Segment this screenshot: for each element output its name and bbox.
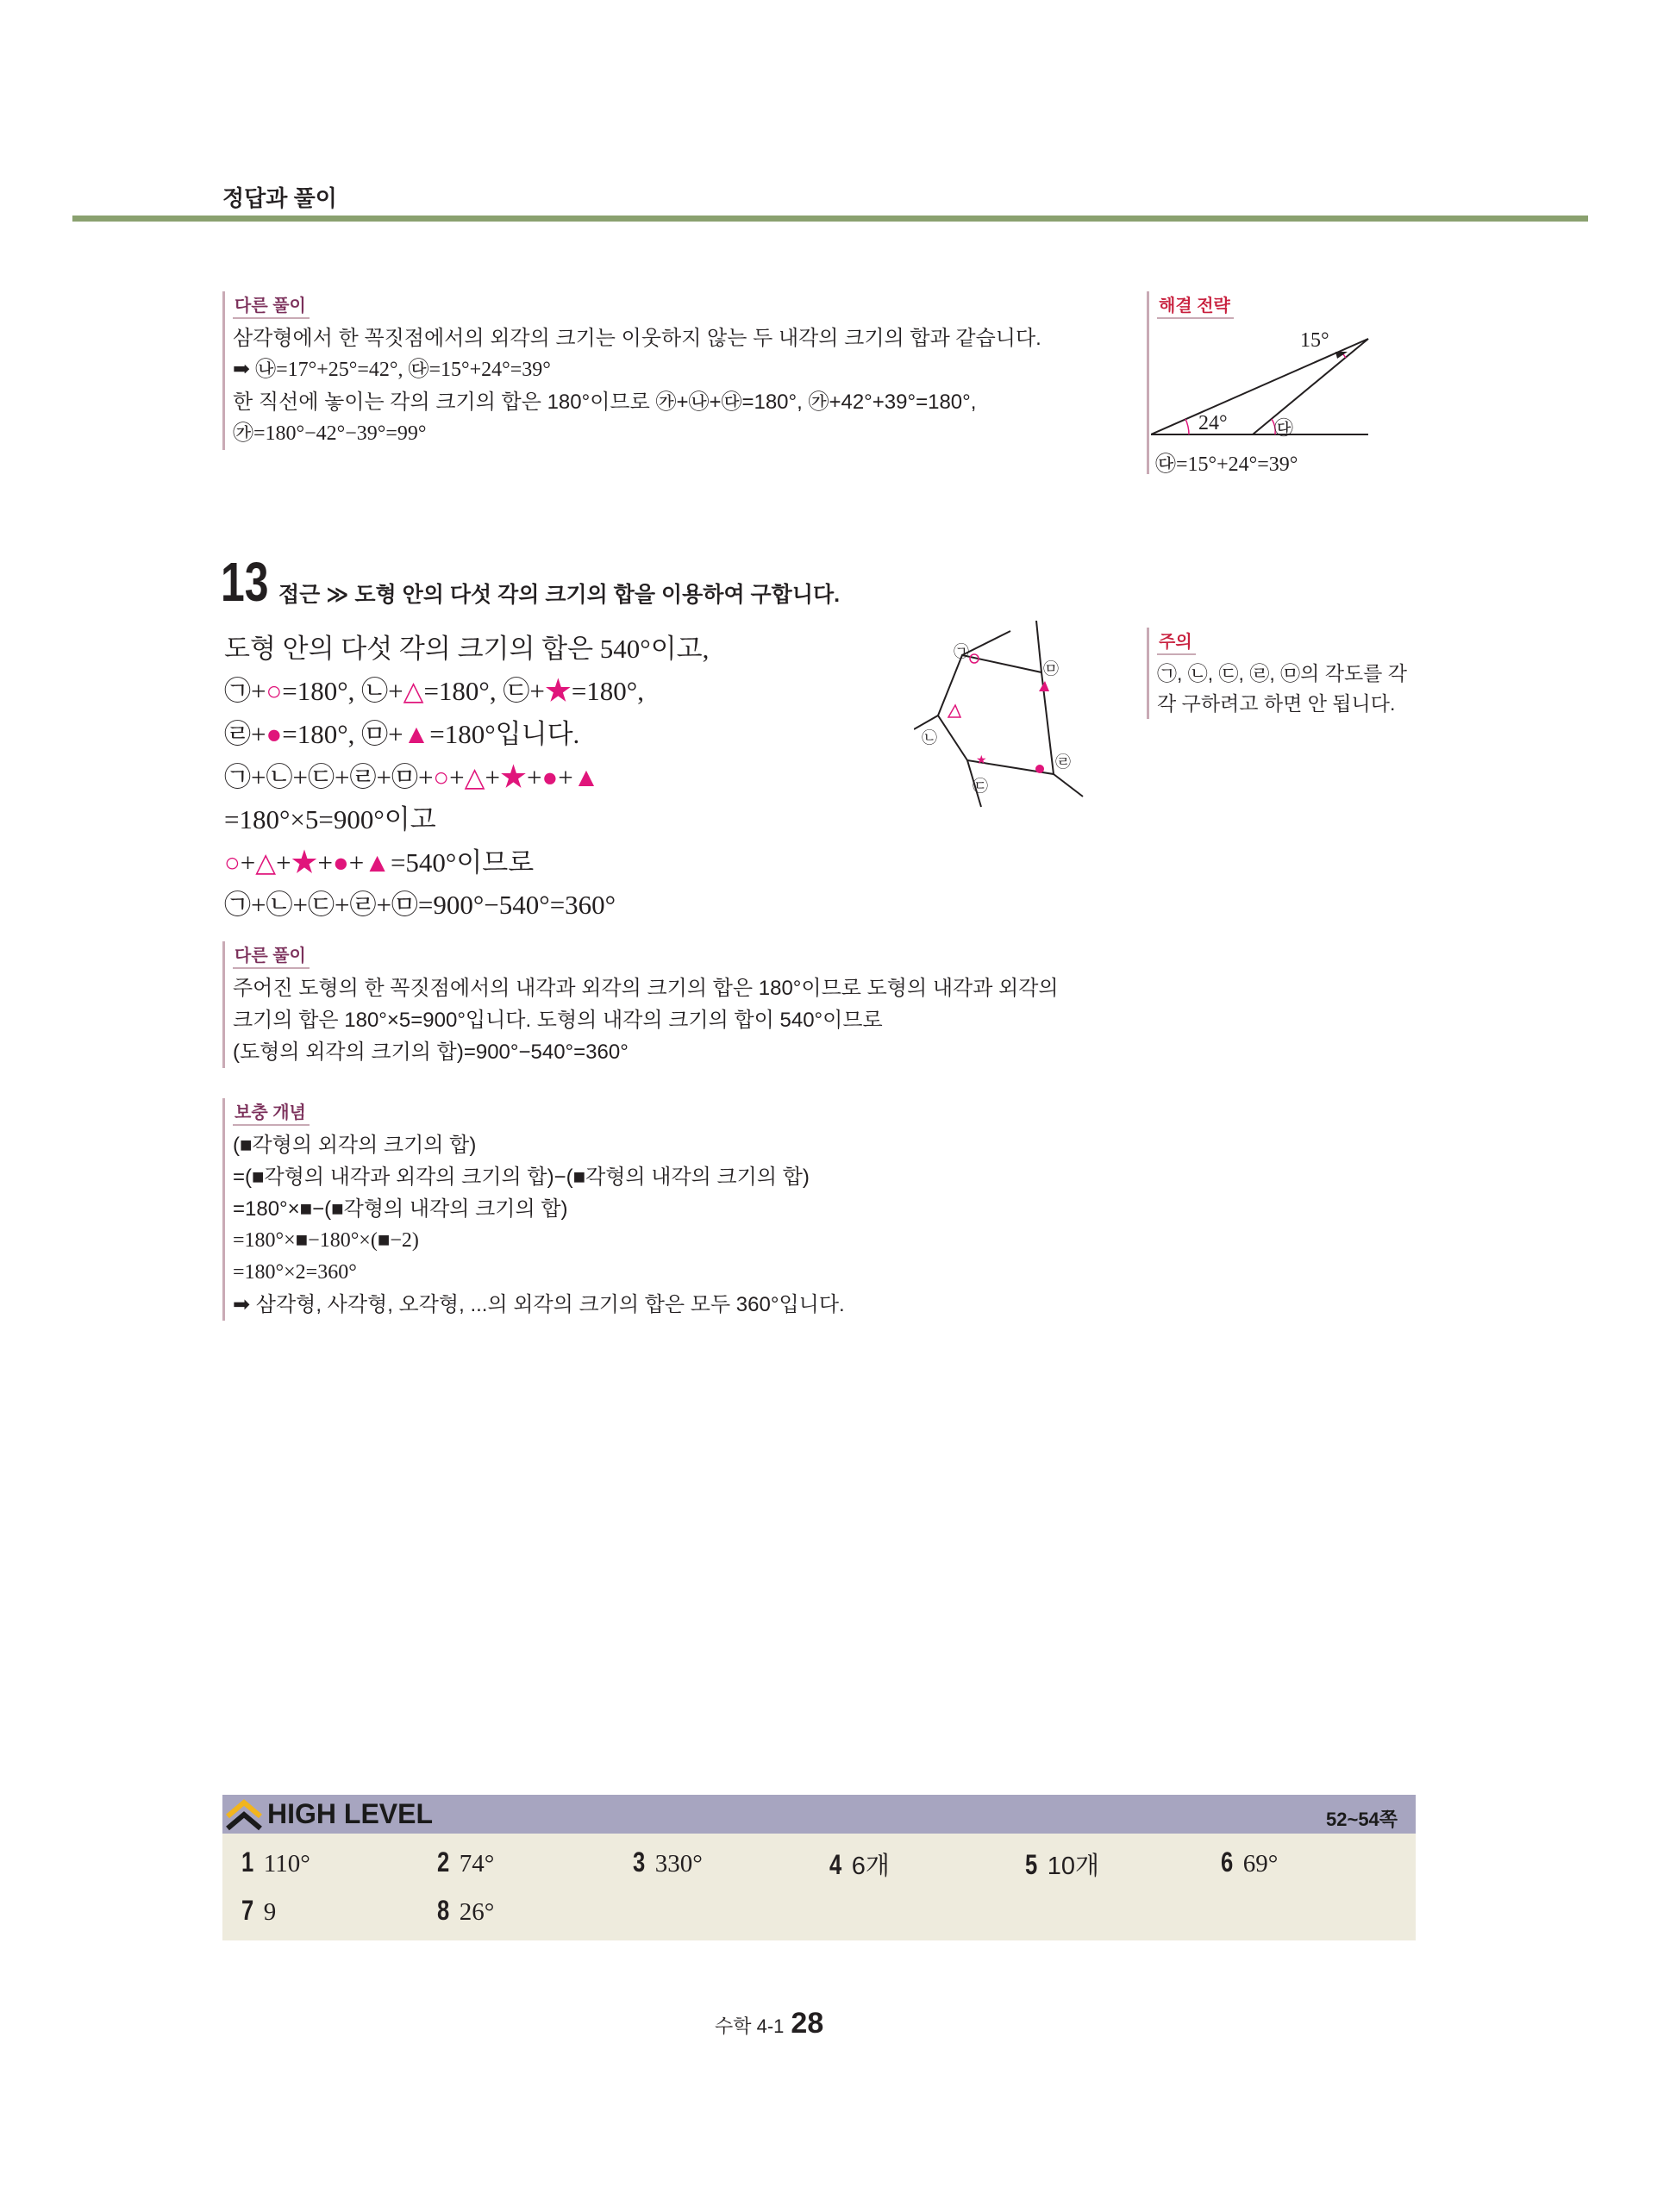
solution-line: =180°×5=900°이고 bbox=[224, 804, 436, 834]
answer-value: 74° bbox=[459, 1850, 495, 1878]
alt-solution-2-line: 주어진 도형의 한 꼭짓점에서의 내각과 외각의 크기의 합은 180°이므로 도형의 내각과 외각의 bbox=[233, 977, 1059, 1000]
solution-line: ㉠+㉡+㉢+㉣+㉤+○+△+★+●+▲ bbox=[224, 762, 600, 792]
footer-subject: 수학 4-1 bbox=[715, 2015, 785, 2037]
figure-label-c: ㉢ bbox=[973, 778, 988, 795]
alt-solution-1-line: ➡ ㉯=17°+25°=42°, ㉰=15°+24°=39° bbox=[233, 359, 551, 381]
alt-solution-1-line: ㉮=180°−42°−39°=99° bbox=[233, 422, 427, 445]
answer-value: 6개 bbox=[851, 1853, 890, 1880]
solution-line: 도형 안의 다섯 각의 크기의 합은 540°이고, bbox=[224, 634, 710, 664]
triangle-figure bbox=[1151, 326, 1392, 438]
symbol-mark: ▲ bbox=[364, 847, 391, 878]
solution-line: ㉠+㉡+㉢+㉣+㉤=900°−540°=360° bbox=[224, 890, 616, 920]
caution-label: 주의 bbox=[1157, 628, 1196, 655]
symbol-mark: △ bbox=[464, 762, 485, 792]
symbol-mark: ★ bbox=[291, 847, 318, 878]
supplement-line: =180°×2=360° bbox=[233, 1261, 357, 1284]
solution-line: ㉣+●=180°, ㉤+▲=180°입니다. bbox=[224, 719, 580, 749]
answer-number: 7 bbox=[241, 1895, 254, 1926]
angle-left-label: 24° bbox=[1198, 412, 1228, 434]
alt-solution-1-label: 다른 풀이 bbox=[233, 291, 310, 319]
figure-label-e: ㉤ bbox=[1043, 660, 1059, 678]
answer-value: 26° bbox=[459, 1898, 495, 1926]
strategy-label: 해결 전략 bbox=[1157, 291, 1234, 319]
supplement-note bbox=[222, 1098, 845, 1321]
answer-item bbox=[437, 1895, 494, 1927]
answer-value: 9 bbox=[263, 1898, 277, 1926]
angle-top-label: 15° bbox=[1300, 329, 1329, 352]
symbol-mark: ▲ bbox=[572, 762, 600, 792]
answer-number: 1 bbox=[241, 1846, 254, 1878]
symbol-mark: △ bbox=[403, 676, 424, 706]
answer-value: 330° bbox=[654, 1850, 703, 1878]
answer-number: 2 bbox=[437, 1846, 450, 1878]
pentagon-figure bbox=[914, 621, 1086, 810]
answer-item bbox=[633, 1846, 703, 1878]
alt-solution-1 bbox=[222, 291, 1041, 450]
caution-line: 각 구하려고 하면 안 됩니다. bbox=[1157, 692, 1396, 715]
symbol-mark: ○ bbox=[224, 847, 241, 878]
supplement-line: (■각형의 외각의 크기의 합) bbox=[233, 1134, 477, 1157]
symbol-mark: △ bbox=[255, 847, 277, 878]
alt-solution-2-label: 다른 풀이 bbox=[233, 941, 310, 969]
answer-number: 5 bbox=[1025, 1849, 1038, 1880]
answer-item bbox=[829, 1846, 890, 1882]
supplement-line: =180°×■−(■각형의 내각의 크기의 합) bbox=[233, 1197, 568, 1221]
figure-label-a: ㉠ bbox=[954, 643, 969, 660]
answer-number: 3 bbox=[633, 1846, 646, 1878]
answer-item bbox=[1025, 1846, 1099, 1882]
high-level-title: HIGH LEVEL bbox=[267, 1798, 434, 1829]
symbol-mark: ● bbox=[333, 847, 349, 878]
symbol-mark: ★ bbox=[544, 676, 572, 706]
problem-number: 13 bbox=[221, 551, 269, 613]
supplement-label: 보충 개념 bbox=[233, 1098, 310, 1126]
alt-solution-2-line: 크기의 합은 180°×5=900°입니다. 도형의 내각의 크기의 합이 540°이므로 bbox=[233, 1009, 883, 1032]
caution-note bbox=[1147, 628, 1407, 719]
answer-number: 4 bbox=[829, 1849, 842, 1880]
answer-value: 10개 bbox=[1047, 1853, 1100, 1880]
high-level-pages: 52~54쪽 bbox=[1326, 1809, 1398, 1830]
symbol-mark: ★ bbox=[499, 762, 527, 792]
answer-number: 6 bbox=[1221, 1846, 1234, 1878]
symbol-mark: ○ bbox=[266, 676, 283, 706]
answer-number: 8 bbox=[437, 1895, 450, 1926]
answer-item bbox=[241, 1895, 276, 1927]
solution-line: ○+△+★+●+▲=540°이므로 bbox=[224, 847, 535, 878]
alt-solution-2 bbox=[222, 941, 1059, 1068]
page-footer bbox=[715, 2007, 823, 2040]
problem-approach: 접근 ≫ 도형 안의 다섯 각의 크기의 합을 이용하여 구합니다. bbox=[278, 583, 841, 607]
page-header-title: 정답과 풀이 bbox=[222, 185, 337, 211]
angle-mark-label: ㉰ bbox=[1274, 417, 1294, 439]
alt-solution-1-line: 한 직선에 놓이는 각의 크기의 합은 180°이므로 ㉮+㉯+㉰=180°, ㉮+42°+39°=180°, bbox=[233, 391, 977, 414]
answer-value: 69° bbox=[1242, 1850, 1279, 1878]
figure-label-b: ㉡ bbox=[922, 729, 937, 747]
alt-solution-2-line: (도형의 외각의 크기의 합)=900°−540°=360° bbox=[233, 1040, 629, 1064]
solution-line bbox=[224, 669, 644, 708]
symbol-mark: ○ bbox=[433, 762, 450, 792]
symbol-mark: ● bbox=[266, 719, 283, 749]
solution-line-text: ㉠+○=180°, ㉡+△=180°, ㉢+★=180°, bbox=[224, 676, 644, 706]
svg-text:★: ★ bbox=[976, 754, 987, 767]
symbol-mark: ● bbox=[541, 762, 559, 792]
answer-item bbox=[241, 1846, 310, 1878]
caution-line: ㉠, ㉡, ㉢, ㉣, ㉤의 각도를 각 bbox=[1157, 662, 1407, 684]
page-number: 28 bbox=[791, 2007, 824, 2040]
answer-value: 110° bbox=[263, 1850, 310, 1878]
strategy-formula: ㉰=15°+24°=39° bbox=[1155, 453, 1298, 476]
alt-solution-1-line: 삼각형에서 한 꼭짓점에서의 외각의 크기는 이웃하지 않는 두 내각의 크기의 합과 같습니다. bbox=[233, 327, 1041, 350]
symbol-mark: ▲ bbox=[403, 719, 430, 749]
header-rule bbox=[72, 216, 1588, 222]
figure-label-d: ㉣ bbox=[1055, 753, 1071, 771]
answer-item bbox=[1221, 1846, 1278, 1878]
answer-item bbox=[437, 1846, 494, 1878]
supplement-line: =(■각형의 내각과 외각의 크기의 합)−(■각형의 내각의 크기의 합) bbox=[233, 1165, 810, 1189]
chevron-up-icon bbox=[226, 1797, 262, 1832]
supplement-line: ➡ 삼각형, 사각형, 오각형, ...의 외각의 크기의 합은 모두 360°입니다. bbox=[233, 1293, 845, 1316]
supplement-line: =180°×■−180°×(■−2) bbox=[233, 1229, 419, 1252]
